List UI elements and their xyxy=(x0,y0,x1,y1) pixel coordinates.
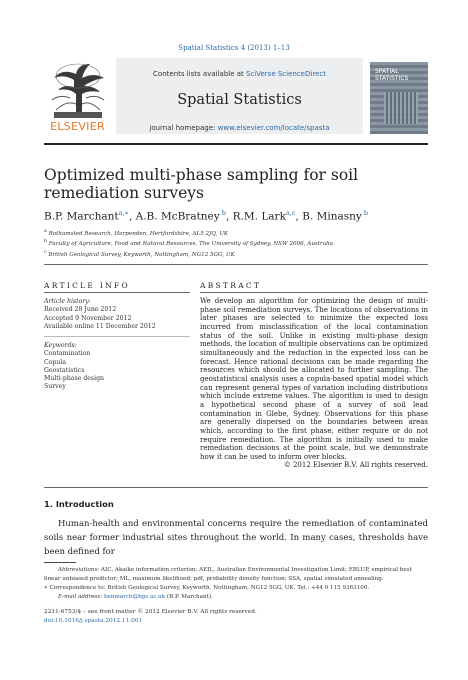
abstract-copyright: © 2012 Elsevier B.V. All rights reserved. xyxy=(283,461,428,470)
footnote-email xyxy=(58,593,213,602)
author-list: B.P. Marchant$^{a,∗}$, A.B. McBratney $^b$, R.M. Lark$^{a,c}$, B. Minasny $^b$ xyxy=(44,209,369,223)
keywords-rule xyxy=(44,336,190,337)
abbreviations-label: Abbreviations: xyxy=(58,567,100,573)
homepage-link[interactable]: www.elsevier.com/locate/spasta xyxy=(217,124,330,132)
affiliation: $^c$ British Geological Survey, Keyworth, Nottingham, NG12 5GG, UK xyxy=(44,250,235,258)
abstract-bottom-rule xyxy=(44,487,428,488)
sciencedirect-link[interactable]: SciVerse ScienceDirect xyxy=(246,70,326,78)
history-item: Accepted 9 November 2012 xyxy=(44,314,132,322)
author-name[interactable]: B.P. Marchant xyxy=(44,210,119,223)
footnote-correspondence xyxy=(44,584,428,593)
keywords-label: Keywords: xyxy=(44,342,77,349)
keyword: Survey xyxy=(44,383,66,391)
abstract-heading: ABSTRACT xyxy=(200,281,262,290)
article-title: Optimized multi-phase sampling for soil remediation surveys xyxy=(44,166,359,202)
email-suffix: (B.P. Marchant). xyxy=(165,594,213,600)
elsevier-tree-icon xyxy=(50,60,106,118)
section-heading-introduction: 1. Introduction xyxy=(44,499,114,509)
keyword: Contamination xyxy=(44,350,91,358)
introduction-paragraph: Human-health and environmental concerns require the remediation of contaminated soils near former industrial sites throughout the world. In many cases, thresholds have been defined for xyxy=(44,519,428,557)
doi-link[interactable]: doi:10.1016/j.spasta.2012.11.001 xyxy=(44,618,143,624)
author-affiliation-mark[interactable]: b xyxy=(363,209,369,217)
contents-line xyxy=(116,70,363,78)
author-affiliation-mark[interactable]: b xyxy=(221,209,226,217)
journal-reference[interactable]: Spatial Statistics 4 (2013) 1–13 xyxy=(178,44,290,52)
author-affiliation-mark[interactable]: a,c xyxy=(285,209,296,217)
homepage-line xyxy=(116,124,363,132)
keyword: Copula xyxy=(44,358,67,366)
email-link[interactable]: benmarch@bgs.ac.uk xyxy=(103,594,166,600)
author-affiliation-mark[interactable]: a,∗ xyxy=(118,209,129,217)
history-item: Received 28 June 2012 xyxy=(44,306,117,314)
correspondence-text: Correspondence to: British Geological Survey, Keyworth, Nottingham, NG12 5GG, UK. Tel.: +44 0 115 9363100. xyxy=(47,585,370,591)
header-rule xyxy=(44,143,428,145)
affiliation: $^a$ Rothamsted Research, Harpenden, Hertfordshire, AL5 2JQ, UK xyxy=(44,229,229,237)
journal-header-box xyxy=(116,58,363,134)
email-label: E-mail address: xyxy=(58,594,104,600)
journal-cover-image[interactable] xyxy=(370,62,428,134)
abstract-body xyxy=(200,297,428,470)
abstract-text: We develop an algorithm for optimizing the design of multi-phase soil remediation surveys. The locations of observations in later phases are selected to minimize the expected loss incurred from misclassification of the local contamination status of the soil. Unlike in existing multi-phase design methods, the location of multiple observations can be optimized simultaneously and the reduction in the expected loss can be forecast. Hence rational decisions can be made regarding the resources which should be allocated to further sampling. The geostatistical analysis uses a copula-based spatial model which can represent general types of variation including distributions which include extreme values. The algorithm is used to design a hypothetical second phase of a survey of soil lead contamination in Glebe, Sydney. Observations for this phase are generally dispersed on the boundaries between areas which, according to the first phase, either require or do not require remediation. The algorithm is initially used to make remediation decisions at the point scale, but we demonstrate how it can be used to inform over blocks. xyxy=(200,297,428,461)
history-label: Article history: xyxy=(44,298,91,305)
author-name[interactable]: B. Minasny xyxy=(302,210,362,223)
issn-line: 2211-6753/$ – see front matter © 2012 Elsevier B.V. All rights reserved. xyxy=(44,609,257,615)
footnote-abbreviations xyxy=(44,566,428,584)
affiliation: $^b$ Faculty of Agriculture, Food and Natural Resources, The University of Sydney, NSW 2006, Australia xyxy=(44,239,333,247)
elsevier-wordmark: ELSEVIER xyxy=(50,120,105,133)
keyword: Geostatistics xyxy=(44,366,85,374)
abbreviations-text: AIC, Akaike information criterion; AEIL, Australian Environmental Investigation Limit; EBLUP, empirical best linear unbiased predictor; ML, maximum likelihood; pdf, probability density function; SSA, spatial simulated annealing. xyxy=(44,567,412,582)
keywords xyxy=(44,342,104,392)
cover-title: SPATIAL STATISTICS xyxy=(375,68,409,82)
keyword: Multi-phase design xyxy=(44,375,105,383)
article-info-heading: ARTICLE INFO xyxy=(44,281,130,290)
contents-prefix: Contents lists available at xyxy=(153,70,246,78)
journal-masthead xyxy=(44,58,428,136)
section-rule xyxy=(44,264,428,265)
journal-title: Spatial Statistics xyxy=(177,92,302,108)
history-item: Available online 11 December 2012 xyxy=(44,322,156,330)
author-name[interactable]: R.M. Lark xyxy=(232,210,286,223)
homepage-prefix: journal homepage: xyxy=(149,124,218,132)
author-name[interactable]: A.B. McBratney xyxy=(135,210,220,223)
info-rule xyxy=(44,292,190,293)
elsevier-logo[interactable] xyxy=(44,58,111,134)
abstract-rule xyxy=(200,292,428,293)
footnote-rule xyxy=(44,562,76,563)
article-history xyxy=(44,298,156,331)
correspondence-mark: ∗ xyxy=(44,585,48,591)
